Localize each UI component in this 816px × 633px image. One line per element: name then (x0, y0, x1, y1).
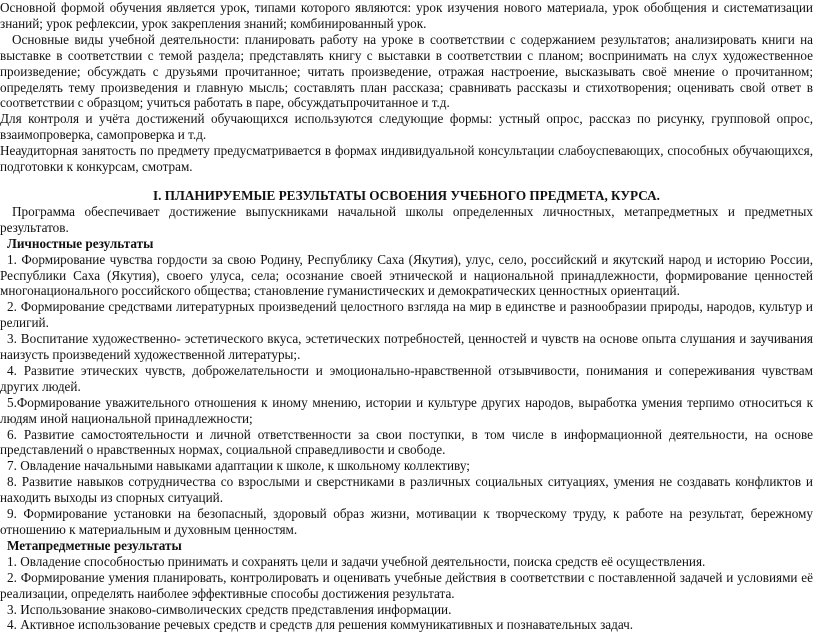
intro-control-forms: Для контроля и учёта достижений обучающихся используются следующие формы: устный опрос, рассказ по рисунку, групповой опрос, взаимопроверка, самопроверка и т.д. (0, 111, 813, 143)
list-item: 1. Формирование чувства гордости за свою Родину, Республику Саха (Якутия), улус, село, российский и якутский народ и историю России, Республики Саха (Якутия), своего улуса, села; осознание своей этнической и национальной принадлежности, формирование ценностей многонационального российского общества; становление гуманистических и демократических ценностных ориентаций. (0, 251, 813, 299)
intro-activity-types: Основные виды учебной деятельности: планировать работу на уроке в соответствии с содержанием результатов; анализировать книги на выставке в соответствии с темой раздела; представлять книгу с выставки в соответствии с планом; воспринимать на слух художественное произведение; обсуждать с друзьями прочитанное; читать произведение, отражая настроение, высказывать своё мнение о прочитанном; определять тему произведения и главную мысль; составлять план рассказа; сравнивать рассказы и стихотворения; оценивать свой ответ в соответствии с образцом; учиться работать в паре, обсуждатьпрочитанное и т.д. (0, 31, 813, 111)
meta-results-heading: Метапредметные результаты (7, 537, 182, 553)
intro-extracurricular: Неаудиторная занятость по предмету предусматривается в формах индивидуальной консультации слабоуспевающих, способных обучающихся, подготовки к конкурсам, смотрам. (0, 143, 813, 175)
personal-results-heading: Личностные результаты (7, 235, 154, 251)
list-item: 6. Развитие самостоятельности и личной ответственности за свои поступки, в том числе в информационной деятельности, на основе представлений о нравственных нормах, социальной справедливости и свободе. (0, 426, 813, 458)
list-item: 1. Овладение способностью принимать и сохранять цели и задачи учебной деятельности, поиска средств её осуществления. (7, 553, 706, 569)
list-item: 9. Формирование установки на безопасный, здоровый образ жизни, мотивации к творческому труду, к работе на результат, бережному отношению к материальным и духовным ценностям. (0, 506, 813, 537)
list-item: 3. Использование знаково-символических средств представления информации. (7, 601, 452, 617)
list-item: 4. Активное использование речевых средств и средств для решения коммуникативных и познавательных задач. (7, 617, 634, 633)
list-item: 3. Воспитание художественно- эстетического вкуса, эстетических потребностей, ценностей и чувств на основе опыта слушания и заучивания наизусть произведений художественной литературы;. (0, 331, 813, 363)
section-title: I. ПЛАНИРУЕМЫЕ РЕЗУЛЬТАТЫ ОСВОЕНИЯ УЧЕБНОГО ПРЕДМЕТА, КУРСА. (153, 187, 660, 203)
list-item: 5.Формирование уважительного отношения к иному мнению, истории и культуре других народов, выработка умения терпимо относиться к людям иной национальной принадлежности; (0, 394, 813, 426)
list-item: 7. Овладение начальными навыками адаптации к школе, к школьному коллективу; (7, 458, 470, 474)
intro-lesson-forms: Основной формой обучения является урок, типами которого являются: урок изучения нового материала, урок обобщения и систематизации знаний; урок рефлексии, урок закрепления знаний; комбинированный урок. (0, 0, 813, 31)
section-lead: Программа обеспечивает достижение выпускниками начальной школы определенных личностных, метапредметных и предметных результатов. (0, 203, 813, 235)
list-item: 4. Развитие этических чувств, доброжелательности и эмоционально-нравственной отзывчивости, понимания и сопереживания чувствам других людей. (0, 362, 813, 394)
list-item: 2. Формирование средствами литературных произведений целостного взгляда на мир в единстве и разнообразии природы, народов, культур и религий. (0, 299, 813, 331)
list-item: 2. Формирование умения планировать, контролировать и оценивать учебные действия в соответствии с поставленной задачей и условиями её реализации, определять наиболее эффективные способы достижения результата. (0, 569, 813, 601)
list-item: 8. Развитие навыков сотрудничества со взрослыми и сверстниками в различных социальных ситуациях, умения не создавать конфликтов и находить выходы из спорных ситуаций. (0, 474, 813, 506)
